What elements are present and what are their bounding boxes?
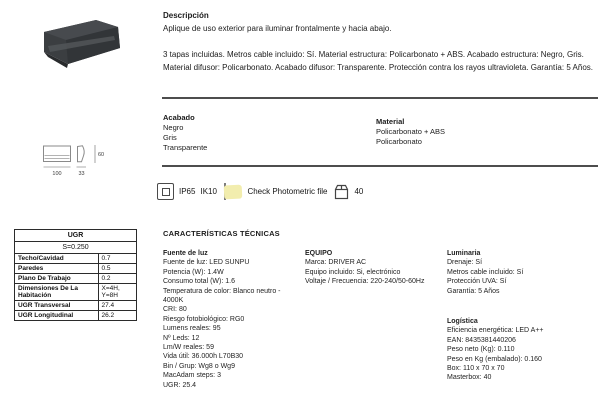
side-profile-outline [78, 146, 85, 162]
ik-rating: IK10 [200, 187, 217, 196]
finish-item: Gris [163, 133, 177, 142]
ugr-row-label: UGR Transversal [15, 301, 99, 311]
divider-top [162, 97, 598, 99]
spec-line: UGR: 25.4 [163, 381, 197, 389]
ugr-row-value: 27.4 [98, 301, 137, 311]
spec-line: Peso neto (Kg): 0.110 [447, 346, 515, 354]
tech-section-title: CARACTERÍSTICAS TÉCNICAS [163, 229, 280, 238]
spec-line: Protección UVA: Sí [447, 278, 507, 286]
height-dim-label: 60 [98, 152, 105, 158]
ugr-row-label: UGR Longitudinal [15, 311, 99, 321]
spec-line: Temperatura de color: Blanco neutro - 4000K [163, 287, 281, 305]
finish-section [163, 113, 207, 153]
table-row [15, 284, 137, 301]
ugr-row-label: Techo/Cavidad [15, 254, 99, 264]
spec-line: Peso en Kg (embalado): 0.160 [447, 355, 542, 363]
spec-line: CRI: 80 [163, 306, 187, 314]
finish-item: Negro [163, 123, 184, 132]
divider-middle [162, 165, 598, 167]
masterbox-icon [334, 184, 349, 200]
spec-line: Eficiencia energética: LED A++ [447, 327, 544, 335]
ugr-row-value: 0.7 [98, 254, 137, 264]
spec-line: Vida útil: 36.000h L70B30 [163, 353, 244, 361]
width-dim-label: 100 [52, 171, 62, 177]
finish-item: Transparente [163, 143, 208, 152]
luminaire-block [447, 249, 597, 296]
spec-line: Potencia (W): 1.4W [163, 268, 224, 276]
photometric-file-link[interactable]: Check Photometric file [247, 187, 328, 196]
logistics-block [447, 317, 597, 383]
table-row [15, 254, 137, 264]
luminaire-title: Luminaria [447, 250, 481, 257]
ugr-row-value: 0.2 [98, 274, 137, 284]
spec-line: Drenaje: Sí [447, 259, 483, 267]
table-row [15, 311, 137, 321]
description-details: 3 tapas incluidas. Metros cable incluido: Sí. Material estructura: Policarbonato + ABS. Acabado estructura: Negro, Gris. Material difusor: Policarbonato. Acabado difusor: Transparente. Protección contra los rayos ultravioleta. Garantía: 5 Años. [163, 50, 594, 72]
highlight-mark [224, 184, 243, 199]
ugr-row-label: Paredes [15, 264, 99, 274]
spec-line: Masterbox: 40 [447, 374, 492, 382]
spec-line: Lumens reales: 95 [163, 325, 221, 333]
table-row [15, 301, 137, 311]
driver-title: EQUIPO [305, 250, 333, 257]
ugr-row-value: 26.2 [98, 311, 137, 321]
spec-line: Bin / Grup: Wg8 o Wg9 [163, 362, 235, 370]
description-title: Descripción [163, 11, 209, 20]
light-source-title: Fuente de luz [163, 250, 208, 257]
product-photo [36, 12, 131, 72]
masterbox-qty: 40 [354, 187, 364, 196]
spec-line: Lm/W reales: 59 [163, 344, 214, 352]
finish-title: Acabado [163, 113, 195, 122]
class-ii-inner-square [162, 188, 170, 196]
dimension-drawing [40, 142, 110, 178]
material-item: Policarbonato + ABS [376, 127, 446, 136]
depth-dim-label: 33 [78, 171, 85, 177]
ugr-table-subheader: S=0.250 [15, 242, 137, 254]
spec-line: Garantía: 5 Años [447, 287, 500, 295]
description-summary: Aplique de uso exterior para iluminar frontalmente y hacia abajo. [163, 24, 392, 33]
spec-line: Voltaje / Frecuencia: 220-240/50-60Hz [305, 278, 425, 286]
spec-line: Consumo total (W): 1.6 [163, 278, 235, 286]
ip-rating: IP65 [179, 187, 196, 196]
material-item: Policarbonato [376, 137, 422, 146]
ugr-row-label: Plano De Trabajo [15, 274, 99, 284]
front-view-outline [44, 146, 71, 162]
table-row [15, 274, 137, 284]
class-ii-insulation-icon [157, 183, 174, 200]
ugr-row-value: X=4H, Y=8H [98, 284, 137, 301]
spec-line: Equipo incluido: Si, electrónico [305, 268, 401, 276]
spec-line: MacAdam steps: 3 [163, 372, 221, 380]
luminaire-column [447, 249, 597, 383]
spec-line: Marca: DRIVER AC [305, 259, 367, 267]
ugr-table-header: UGR [15, 230, 137, 242]
description-section [163, 9, 595, 74]
spec-line: Nº Leds: 12 [163, 334, 200, 342]
spec-line: Box: 110 x 70 x 70 [447, 365, 505, 373]
logistics-title: Logística [447, 318, 478, 326]
ugr-row-value: 0.5 [98, 264, 137, 274]
ugr-table [14, 229, 137, 321]
certification-row [157, 182, 363, 201]
driver-column [305, 249, 447, 287]
spec-line: Metros cable incluido: Sí [447, 268, 524, 276]
spec-line: Fuente de luz: LED SUNPU [163, 259, 250, 267]
spec-line: EAN: 8435381440206 [447, 336, 516, 344]
table-row [15, 264, 137, 274]
spec-line: Riesgo fotobiológico: RG0 [163, 315, 245, 323]
ugr-row-label: Dimensiones De La Habitación [15, 284, 99, 301]
material-section [376, 117, 445, 147]
material-title: Material [376, 117, 405, 126]
light-source-column [163, 249, 297, 390]
